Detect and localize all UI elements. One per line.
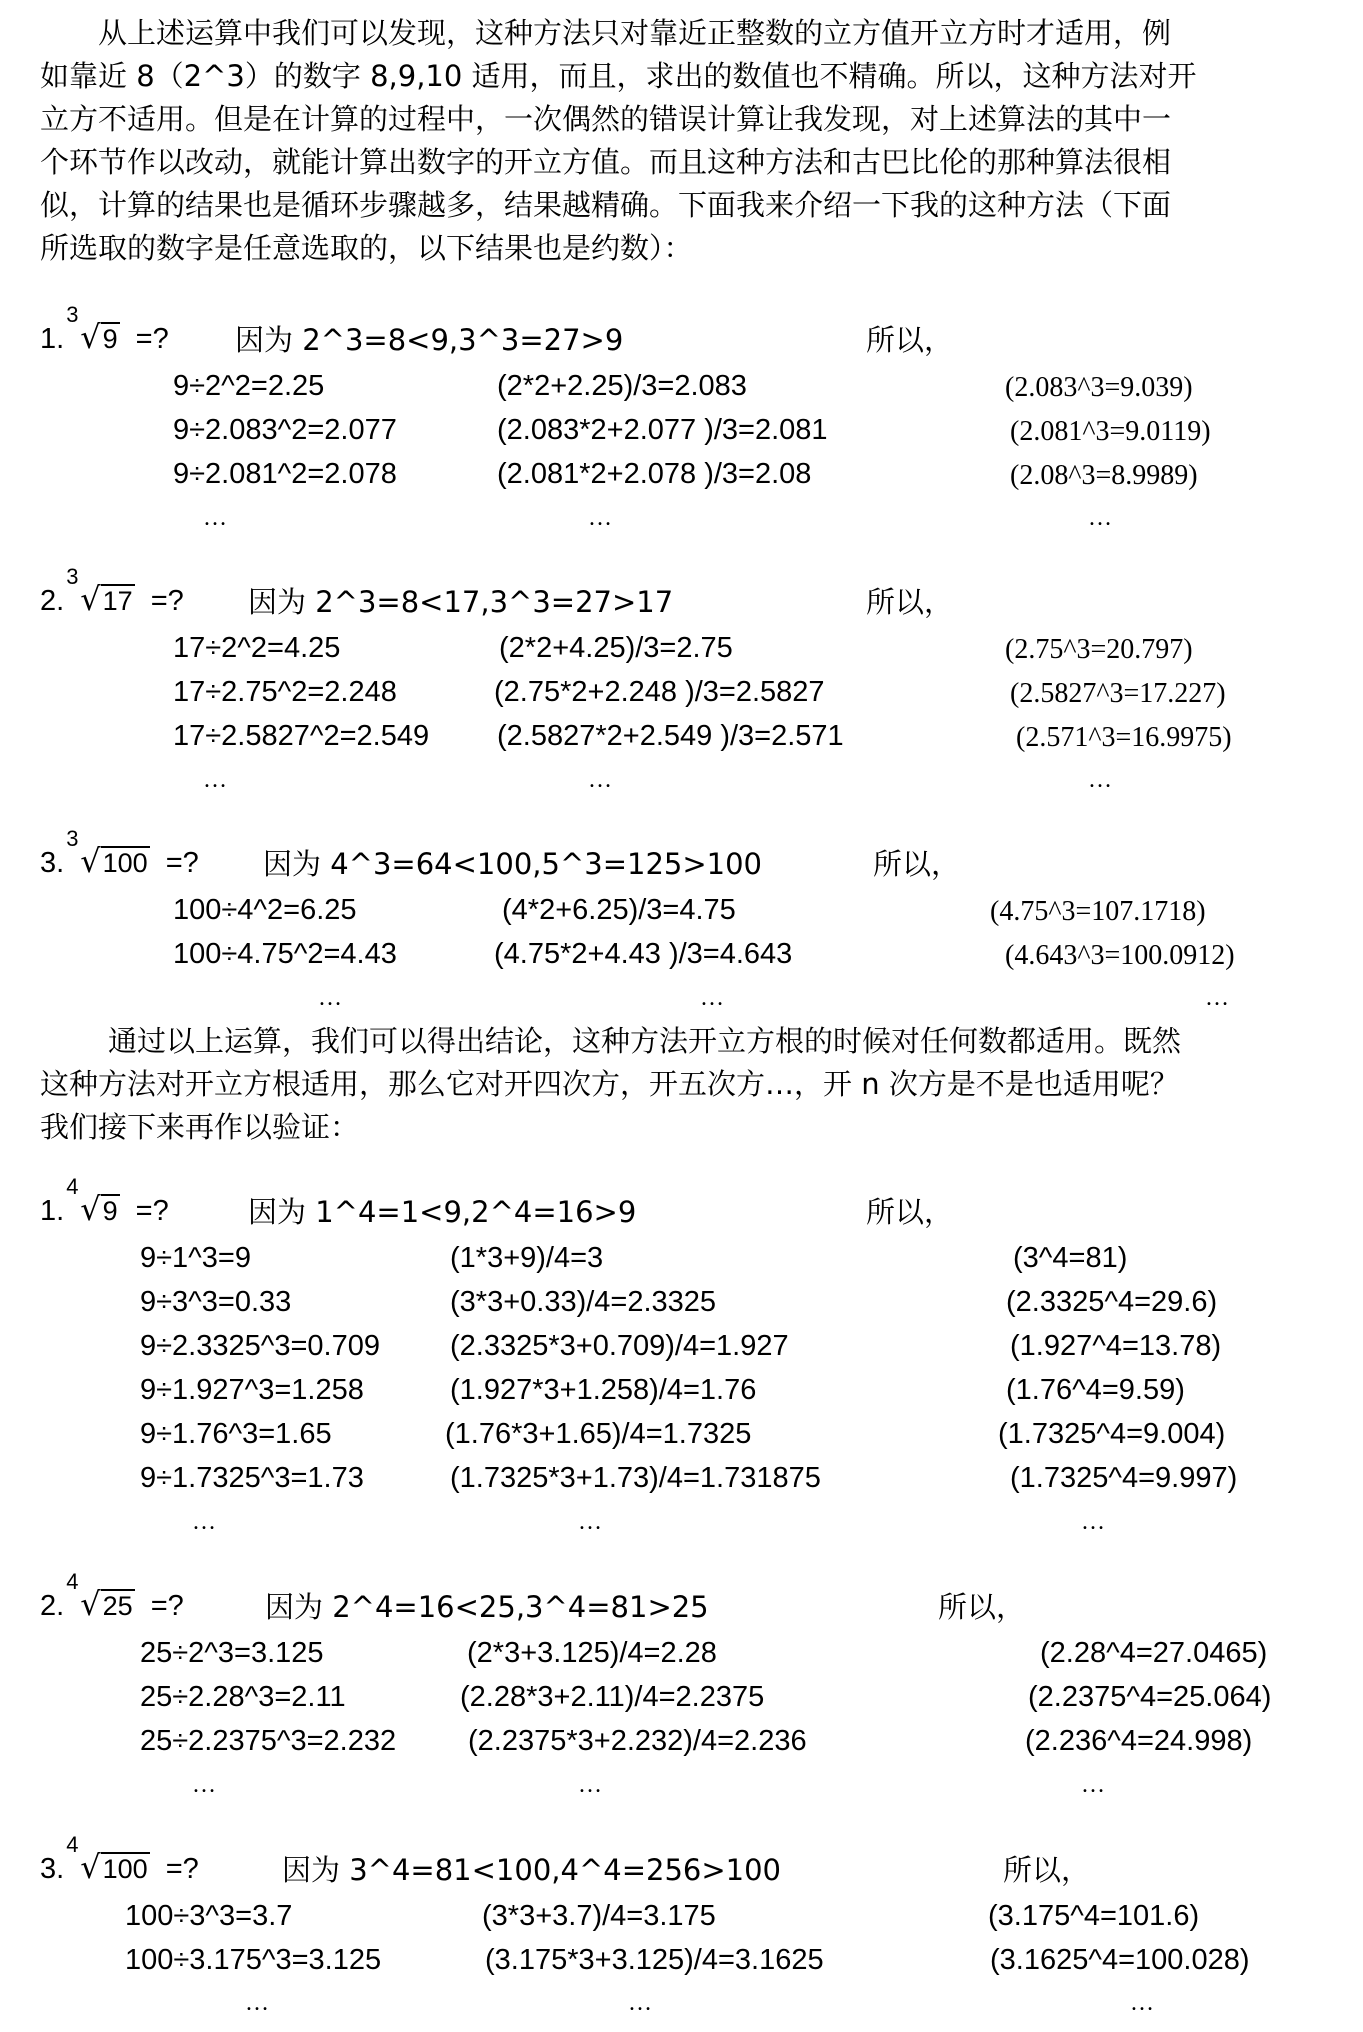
equals-question: =? xyxy=(165,1853,199,1885)
average-step: (2.081*2+2.078 )/3=2.08 xyxy=(497,458,812,490)
intro-line: 从上述运算中我们可以发现，这种方法只对靠近正整数的立方值开立方时才适用，例 xyxy=(98,16,1172,50)
average-step: (1.7325*3+1.73)/4=1.731875 xyxy=(450,1462,821,1494)
therefore-text: 所以， xyxy=(866,323,954,357)
check-step: (2.236^4=24.998) xyxy=(1025,1725,1253,1757)
root-index: 3 xyxy=(66,302,79,327)
average-step: (1.76*3+1.65)/4=1.7325 xyxy=(445,1418,752,1450)
example-heading xyxy=(40,826,199,880)
check-step: (2.2375^4=25.064) xyxy=(1028,1681,1272,1713)
check-step: (2.28^4=27.0465) xyxy=(1040,1637,1268,1669)
example-heading xyxy=(40,1174,169,1228)
division-step: 25÷2.28^3=2.11 xyxy=(140,1681,346,1713)
average-step: (1.927*3+1.258)/4=1.76 xyxy=(450,1374,757,1406)
check-step: (2.75^3=20.797) xyxy=(1005,634,1193,665)
division-step: 17÷2^2=4.25 xyxy=(173,632,341,664)
root-index: 3 xyxy=(66,564,79,589)
ellipsis: … xyxy=(203,505,228,531)
ellipsis: … xyxy=(578,1509,603,1535)
radicand: 9 xyxy=(102,1196,118,1226)
example-heading xyxy=(40,1569,184,1623)
average-step: (2*2+4.25)/3=2.75 xyxy=(499,632,733,664)
root-index: 4 xyxy=(66,1174,79,1199)
radicand: 17 xyxy=(102,586,133,616)
division-step: 9÷1.927^3=1.258 xyxy=(140,1374,364,1406)
radical-sign-icon: √ xyxy=(80,580,101,618)
average-step: (2.3325*3+0.709)/4=1.927 xyxy=(450,1330,789,1362)
average-step: (2*3+3.125)/4=2.28 xyxy=(467,1637,717,1669)
ellipsis: … xyxy=(588,767,613,793)
radical-sign-icon: √ xyxy=(80,1848,101,1886)
division-step: 9÷3^3=0.33 xyxy=(140,1286,292,1318)
reason-text: 因为 2^4=16<25,3^4=81>25 xyxy=(265,1590,709,1624)
ellipsis: … xyxy=(578,1772,603,1798)
average-step: (2.083*2+2.077 )/3=2.081 xyxy=(497,414,828,446)
radical-expression xyxy=(64,826,149,880)
division-step: 25÷2^3=3.125 xyxy=(140,1637,324,1669)
average-step: (1*3+9)/4=3 xyxy=(450,1242,604,1274)
average-step: (3*3+3.7)/4=3.175 xyxy=(482,1900,716,1932)
ellipsis: … xyxy=(628,1990,653,2016)
division-step: 9÷2.081^2=2.078 xyxy=(173,458,397,490)
division-step: 25÷2.2375^3=2.232 xyxy=(140,1725,397,1757)
check-step: (2.081^3=9.0119) xyxy=(1010,416,1211,447)
root-index: 3 xyxy=(66,826,79,851)
division-step: 17÷2.75^2=2.248 xyxy=(173,676,397,708)
division-step: 9÷2.3325^3=0.709 xyxy=(140,1330,380,1362)
average-step: (2.28*3+2.11)/4=2.2375 xyxy=(460,1681,765,1713)
check-step: (1.7325^4=9.997) xyxy=(1010,1462,1238,1494)
check-step: (3.175^4=101.6) xyxy=(988,1900,1200,1932)
therefore-text: 所以， xyxy=(1003,1853,1091,1887)
check-step: (2.08^3=8.9989) xyxy=(1010,460,1198,491)
therefore-text: 所以， xyxy=(866,1195,954,1229)
ellipsis: … xyxy=(203,767,228,793)
reason-text: 因为 2^3=8<17,3^3=27>17 xyxy=(248,585,674,619)
root-index: 4 xyxy=(66,1832,79,1857)
check-step: (1.927^4=13.78) xyxy=(1010,1330,1222,1362)
radical-sign-icon: √ xyxy=(80,318,101,356)
division-step: 9÷1^3=9 xyxy=(140,1242,251,1274)
radical-expression xyxy=(64,1174,119,1228)
ellipsis: … xyxy=(318,985,343,1011)
equals-question: =? xyxy=(150,1590,184,1622)
radicand: 9 xyxy=(102,324,118,354)
radicand: 25 xyxy=(102,1591,133,1621)
therefore-text: 所以， xyxy=(866,585,954,619)
therefore-text: 所以， xyxy=(938,1590,1026,1624)
intro-line: 所选取的数字是任意选取的，以下结果也是约数）： xyxy=(40,231,693,265)
ellipsis: … xyxy=(1081,1772,1106,1798)
ellipsis: … xyxy=(1088,767,1113,793)
division-step: 100÷4.75^2=4.43 xyxy=(173,938,397,970)
check-step: (1.76^4=9.59) xyxy=(1006,1374,1185,1406)
equals-question: =? xyxy=(135,1195,169,1227)
ellipsis: … xyxy=(1081,1509,1106,1535)
reason-text: 因为 3^4=81<100,4^4=256>100 xyxy=(282,1853,781,1887)
division-step: 9÷2^2=2.25 xyxy=(173,370,325,402)
radical-expression xyxy=(64,302,119,356)
ellipsis: … xyxy=(1130,1990,1155,2016)
equals-question: =? xyxy=(165,847,199,879)
therefore-text: 所以， xyxy=(873,847,961,881)
intro-line: 如靠近 8（2^3）的数字 8,9,10 适用，而且，求出的数值也不精确。所以，这种方法对开 xyxy=(40,59,1197,93)
check-step: (2.3325^4=29.6) xyxy=(1006,1286,1218,1318)
conclusion-line: 通过以上运算，我们可以得出结论，这种方法开立方根的时候对任何数都适用。既然 xyxy=(108,1024,1182,1058)
ellipsis: … xyxy=(1088,505,1113,531)
radical-sign-icon: √ xyxy=(80,1190,101,1228)
example-heading xyxy=(40,1832,199,1886)
ellipsis: … xyxy=(588,505,613,531)
intro-line: 似，计算的结果也是循环步骤越多，结果越精确。下面我来介绍一下我的这种方法（下面 xyxy=(40,188,1172,222)
root-index: 4 xyxy=(66,1569,79,1594)
ellipsis: … xyxy=(1205,985,1230,1011)
check-step: (2.083^3=9.039) xyxy=(1005,372,1193,403)
example-number: 3. xyxy=(40,1853,65,1885)
example-number: 3. xyxy=(40,847,65,879)
conclusion-line: 我们接下来再作以验证： xyxy=(40,1110,360,1144)
example-heading xyxy=(40,564,184,618)
example-number: 1. xyxy=(40,323,65,355)
example-heading xyxy=(40,302,169,356)
equals-question: =? xyxy=(135,323,169,355)
intro-line: 个环节作以改动，就能计算出数字的开立方值。而且这种方法和古巴比伦的那种算法很相 xyxy=(40,145,1172,179)
reason-text: 因为 2^3=8<9,3^3=27>9 xyxy=(235,323,624,357)
average-step: (2.2375*3+2.232)/4=2.236 xyxy=(468,1725,807,1757)
check-step: (2.5827^3=17.227) xyxy=(1010,678,1226,709)
radical-expression xyxy=(64,564,134,618)
check-step: (3^4=81) xyxy=(1013,1242,1128,1274)
radical-expression xyxy=(64,1569,134,1623)
example-number: 2. xyxy=(40,1590,65,1622)
average-step: (4.75*2+4.43 )/3=4.643 xyxy=(494,938,793,970)
ellipsis: … xyxy=(192,1509,217,1535)
division-step: 100÷3.175^3=3.125 xyxy=(125,1944,382,1976)
average-step: (4*2+6.25)/3=4.75 xyxy=(502,894,736,926)
division-step: 100÷4^2=6.25 xyxy=(173,894,357,926)
reason-text: 因为 1^4=1<9,2^4=16>9 xyxy=(248,1195,637,1229)
ellipsis: … xyxy=(245,1990,270,2016)
equals-question: =? xyxy=(150,585,184,617)
check-step: (4.643^3=100.0912) xyxy=(1005,940,1235,971)
average-step: (2.5827*2+2.549 )/3=2.571 xyxy=(497,720,844,752)
radical-sign-icon: √ xyxy=(80,1585,101,1623)
check-step: (3.1625^4=100.028) xyxy=(990,1944,1250,1976)
check-step: (1.7325^4=9.004) xyxy=(998,1418,1226,1450)
average-step: (3.175*3+3.125)/4=3.1625 xyxy=(485,1944,824,1976)
division-step: 100÷3^3=3.7 xyxy=(125,1900,293,1932)
ellipsis: … xyxy=(192,1772,217,1798)
radicand: 100 xyxy=(102,1854,148,1884)
ellipsis: … xyxy=(700,985,725,1011)
intro-paragraph xyxy=(40,12,1340,270)
radical-sign-icon: √ xyxy=(80,842,101,880)
division-step: 9÷1.7325^3=1.73 xyxy=(140,1462,364,1494)
division-step: 9÷1.76^3=1.65 xyxy=(140,1418,332,1450)
division-step: 17÷2.5827^2=2.549 xyxy=(173,720,430,752)
check-step: (2.571^3=16.9975) xyxy=(1016,722,1232,753)
radical-expression xyxy=(64,1832,149,1886)
conclusion-line: 这种方法对开立方根适用，那么它对开四次方，开五次方…，开 n 次方是不是也适用呢？ xyxy=(40,1067,1179,1101)
average-step: (3*3+0.33)/4=2.3325 xyxy=(450,1286,717,1318)
average-step: (2*2+2.25)/3=2.083 xyxy=(497,370,747,402)
reason-text: 因为 4^3=64<100,5^3=125>100 xyxy=(263,847,762,881)
conclusion-paragraph xyxy=(40,1020,1340,1149)
average-step: (2.75*2+2.248 )/3=2.5827 xyxy=(494,676,825,708)
example-number: 2. xyxy=(40,585,65,617)
check-step: (4.75^3=107.1718) xyxy=(990,896,1206,927)
radicand: 100 xyxy=(102,848,148,878)
example-number: 1. xyxy=(40,1195,65,1227)
division-step: 9÷2.083^2=2.077 xyxy=(173,414,397,446)
intro-line: 立方不适用。但是在计算的过程中，一次偶然的错误计算让我发现，对上述算法的其中一 xyxy=(40,102,1172,136)
